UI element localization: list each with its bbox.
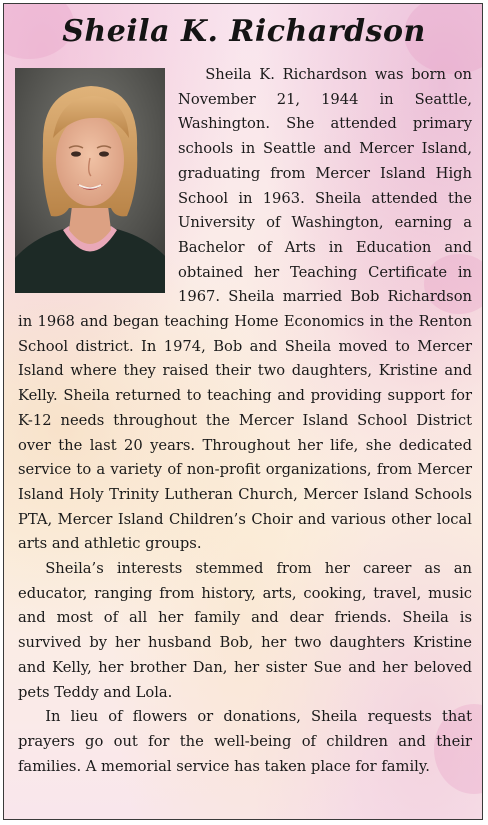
obituary-paragraph-3: In lieu of flowers or donations, Sheila requests that prayers go out for the well-being of children and their families. A memorial service has taken place for family. xyxy=(18,708,472,775)
obituary-title: Sheila K. Richardson xyxy=(62,14,426,49)
obituary-paragraph-2: Sheila’s interests stemmed from her career as an educator, ranging from history, arts, cooking, travel, music and most of all her family and dear friends. Sheila is survived by her husband Bob, her two daughters Kristine and Kelly, her brother Dan, her sister Sue and her beloved pets Teddy and Lola. xyxy=(18,560,472,701)
obituary-paragraph-1: Sheila K. Richardson was born on November 21, 1944 in Seattle, Washington. She attended primary schools in Seattle and Mercer Island, graduating from Mercer Island High School in 1963. Sheila attended the University of Washington, earning a Bachelor of Arts in Education and obtained her Teaching Certificate in 1967. Sheila married Bob Richardson in 1968 and began teaching Home Economics in the Renton School district. In 1974, Bob and Sheila moved to Mercer Island where they raised their two daughters, Kristine and Kelly. Sheila returned to teaching and providing support for K-12 needs throughout the Mercer Island School District over the last 20 years. Throughout her life, she dedicated service to a variety of non-profit organizations, from Mercer Island Holy Trinity Lutheran Church, Mercer Island Schools PTA, Mercer Island Children’s Choir and various other local arts and athletic groups. xyxy=(18,66,472,553)
obituary-card xyxy=(3,3,483,820)
photo-text-wrap xyxy=(18,63,178,295)
obituary-body xyxy=(18,63,472,779)
